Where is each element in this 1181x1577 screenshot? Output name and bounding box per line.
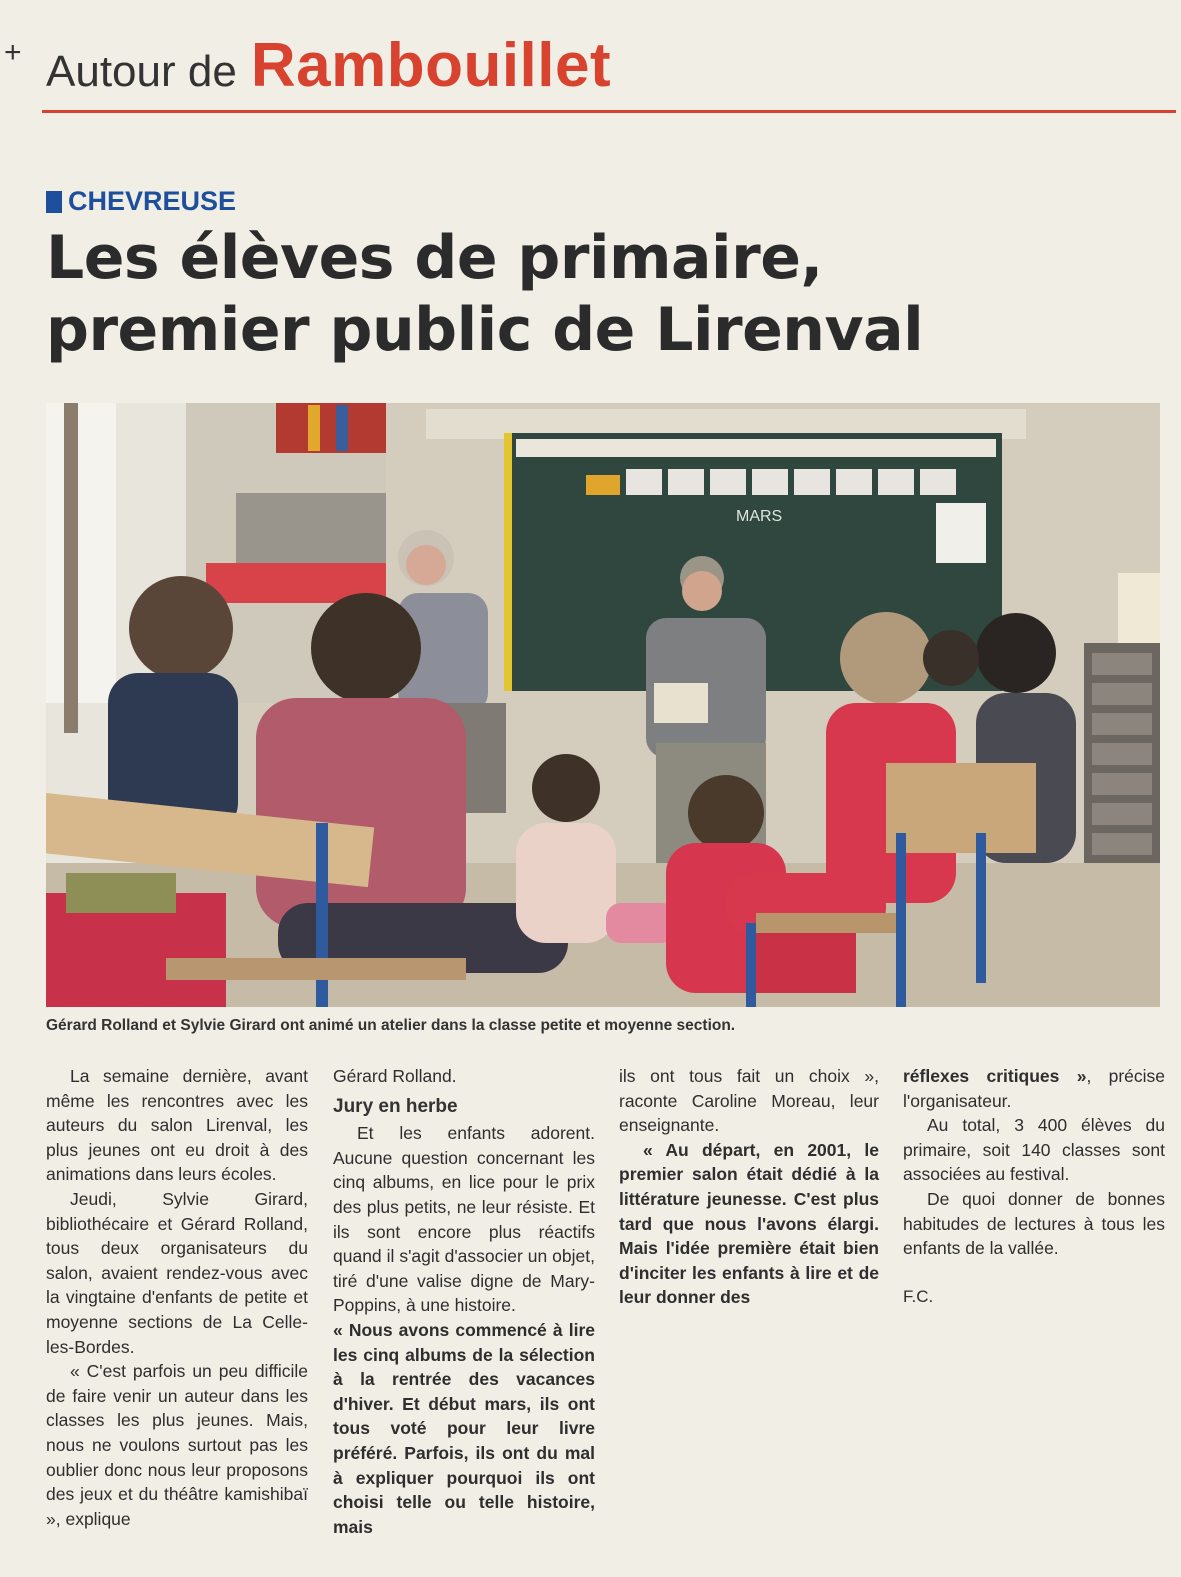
col1-paragraph: La semaine dernière, avant même les rencontres avec les auteurs du salon Lirenval, les plus jeunes ont eu droit à des animations dans leurs écoles. [46, 1066, 308, 1185]
headline-line-2: premier public de Lirenval [46, 295, 924, 365]
col2-paragraph: Et les enfants adorent. Aucune question concernant les cinq albums, en lice pour le prix des plus petits, ne leur résiste. Et ils sont encore plus réactifs quand il s'agit d'associer un objet, tiré d'une valise digne de Mary-Poppins, à une histoire. [333, 1123, 595, 1316]
col4-paragraph: Au total, 3 400 élèves du primaire, soit 140 classes sont associées au festival. [903, 1115, 1165, 1185]
col1-paragraph: « C'est parfois un peu difficile de faire venir un auteur dans les classes les plus jeunes. Mais, nous ne voulons surtout pas les oublier donc nous leur proposons des jeux et du théâtre kamishibaï », explique [46, 1361, 308, 1529]
col4-paragraph [903, 1064, 1165, 1113]
classroom-photo [46, 403, 1160, 1007]
article-column-4 [903, 1064, 1165, 1309]
author-signature: F.C. [903, 1286, 934, 1306]
article-headline [46, 222, 1096, 366]
article-subhead: Jury en herbe [333, 1095, 458, 1117]
col2-lead: Gérard Rolland. [333, 1066, 457, 1086]
article-column-1 [46, 1064, 308, 1531]
col4-paragraph: De quoi donner de bonnes habitudes de lectures à tous les enfants de la vallée. [903, 1188, 1165, 1259]
article-column-2 [333, 1064, 595, 1539]
col4-attribution: , précise l'organisateur. [903, 1066, 1166, 1111]
col3-paragraph: ils ont tous fait un choix », raconte Caroline Moreau, leur enseignante. [619, 1066, 879, 1136]
article-column-3 [619, 1064, 879, 1310]
page-masthead [46, 30, 611, 101]
crop-mark-icon: + [4, 36, 22, 69]
col4-quote-end: réflexes critiques » [903, 1066, 1087, 1086]
col1-paragraph: Jeudi, Sylvie Girard, bibliothécaire et Gérard Rolland, tous deux organisateurs du salon, avaient rendez-vous avec la vingtaine d'enfants de petite et moyenne sections de La Celle-les-Bordes. [46, 1188, 308, 1357]
masthead-rule [42, 110, 1176, 113]
headline-line-1: Les élèves de primaire, [46, 223, 823, 293]
masthead-city: Rambouillet [250, 31, 612, 100]
article-photo [46, 403, 1160, 1007]
section-square-icon [46, 191, 62, 213]
col2-quote: « Nous avons commencé à lire les cinq albums de la sélection à la rentrée des vacances d'hiver. Et début mars, ils ont tous voté pour leur livre préféré. Parfois, ils ont du mal à expliquer pourquoi ils ont choisi telle ou telle histoire, mais [333, 1319, 595, 1537]
section-label: CHEVREUSE [68, 186, 237, 216]
masthead-prefix: Autour de [46, 47, 237, 96]
photo-caption: Gérard Rolland et Sylvie Girard ont animé un atelier dans la classe petite et moyenne section. [46, 1017, 736, 1034]
board-text: MARS [736, 508, 783, 525]
col3-quote: « Au départ, en 2001, le premier salon était dédié à la littérature jeunesse. C'est plus tard que nous l'avons élargi. Mais l'idée première était bien d'inciter les enfants à lire et de leur donner des [619, 1139, 879, 1308]
section-tag [46, 186, 236, 217]
